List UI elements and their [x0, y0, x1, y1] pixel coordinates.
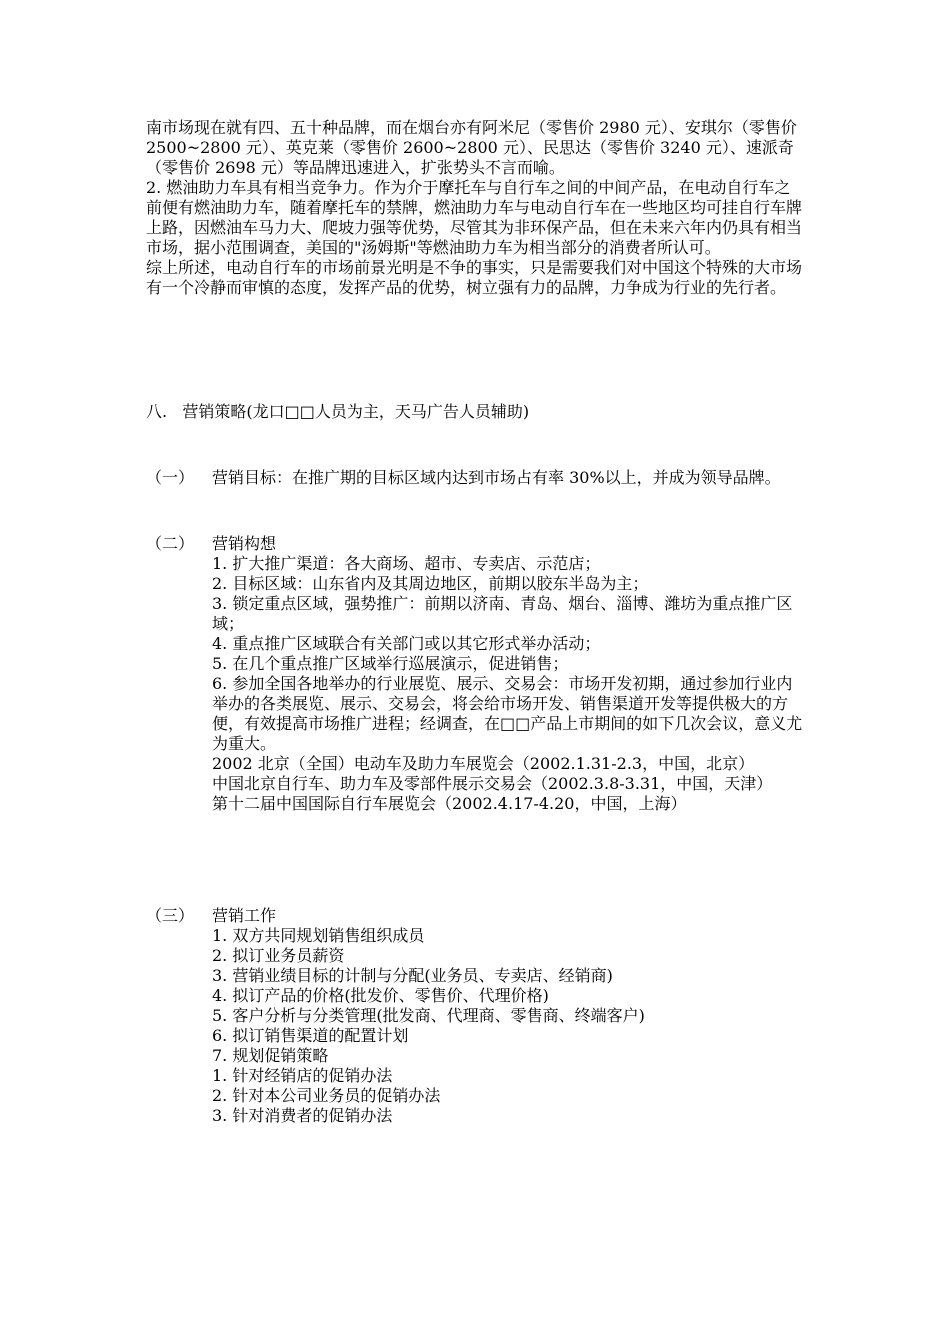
section-label: （二） — [146, 534, 195, 553]
paragraph-brands: 南市场现在就有四、五十种品牌，而在烟台亦有阿米尼（零售价 2980 元）、安琪尔（零售价 2500~2800 元）、英克莱（零售价 2600~2800 元）、民思达（零售价 3240 元）、速派奇（零售价 2698 元）等品牌迅速进入，扩张势头不言而喻。 — [146, 118, 797, 177]
list-item: 2. 拟订业务员薪资 — [212, 946, 345, 965]
list-item: 营销目标：在推广期的目标区域内达到市场占有率 30%以上，并成为领导品牌。 — [212, 468, 781, 487]
list-item: 营销构想 — [212, 534, 277, 553]
list-item: 4. 重点推广区域联合有关部门或以其它形式举办活动； — [212, 634, 601, 653]
list-item: 1. 扩大推广渠道：各大商场、超市、专卖店、示范店； — [212, 554, 601, 573]
list-item: 5. 客户分析与分类管理(批发商、代理商、零售商、终端客户) — [212, 1006, 645, 1025]
list-item: 第十二届中国国际自行车展览会（2002.4.17-4.20，中国，上海） — [212, 794, 687, 813]
section-label: （三） — [146, 906, 195, 925]
list-item: 6. 参加全国各地举办的行业展览、展示、交易会：市场开发初期，通过参加行业内举办的各类展览、展示、交易会，将会给市场开发、销售渠道开发等提供极大的方便，有效提高市场推广进程；经调查，在□□产品上市期间的如下几次会议，意义尤为重大。 — [212, 674, 803, 753]
list-item: 3. 锁定重点区域，强势推广：前期以济南、青岛、烟台、淄博、潍坊为重点推广区域； — [212, 594, 793, 633]
list-item: 营销工作 — [212, 906, 277, 925]
list-item: 7. 规划促销策略 — [212, 1046, 329, 1065]
section-body — [212, 534, 806, 814]
list-item: 1. 双方共同规划销售组织成员 — [212, 926, 425, 945]
list-item: 2002 北京（全国）电动车及助力车展览会（2002.1.31-2.3，中国，北京） — [212, 754, 755, 773]
section-body — [212, 468, 806, 488]
list-item: 2. 针对本公司业务员的促销办法 — [212, 1086, 441, 1105]
list-item: 6. 拟订销售渠道的配置计划 — [212, 1026, 409, 1045]
paragraph-summary: 综上所述，电动自行车的市场前景光明是不争的事实，只是需要我们对中国这个特殊的大市场有一个冷静而审慎的态度，发挥产品的优势，树立强有力的品牌，力争成为行业的先行者。 — [146, 258, 803, 297]
list-item: 3. 营销业绩目标的计制与分配(业务员、专卖店、经销商) — [212, 966, 613, 985]
list-item: 5. 在几个重点推广区域举行巡展演示，促进销售； — [212, 654, 569, 673]
list-item: 1. 针对经销店的促销办法 — [212, 1066, 393, 1085]
list-item: 3. 针对消费者的促销办法 — [212, 1106, 393, 1125]
section-body — [212, 906, 806, 1126]
section-label: （一） — [146, 468, 195, 487]
list-item: 2. 目标区域：山东省内及其周边地区，前期以胶东半岛为主； — [212, 574, 649, 593]
paragraph-fuel-moped: 2. 燃油助力车具有相当竞争力。作为介于摩托车与自行车之间的中间产品，在电动自行车之前便有燃油助力车，随着摩托车的禁牌，燃油助力车与电动自行车在一些地区均可挂自行车牌上路，因燃油车马力大、爬坡力强等优势，尽管其为非环保产品，但在未来六年内仍具有相当市场，据小范围调查，美国的"汤姆斯"等燃油助力车为相当部分的消费者所认可。 — [146, 178, 803, 257]
list-item: 中国北京自行车、助力车及零部件展示交易会（2002.3.8-3.31，中国，天津） — [212, 774, 773, 793]
section-heading-marketing-strategy: 八. 营销策略(龙口□□人员为主，天马广告人员辅助) — [146, 402, 530, 421]
intro-text — [146, 118, 806, 298]
list-item: 4. 拟订产品的价格(批发价、零售价、代理价格) — [212, 986, 549, 1005]
